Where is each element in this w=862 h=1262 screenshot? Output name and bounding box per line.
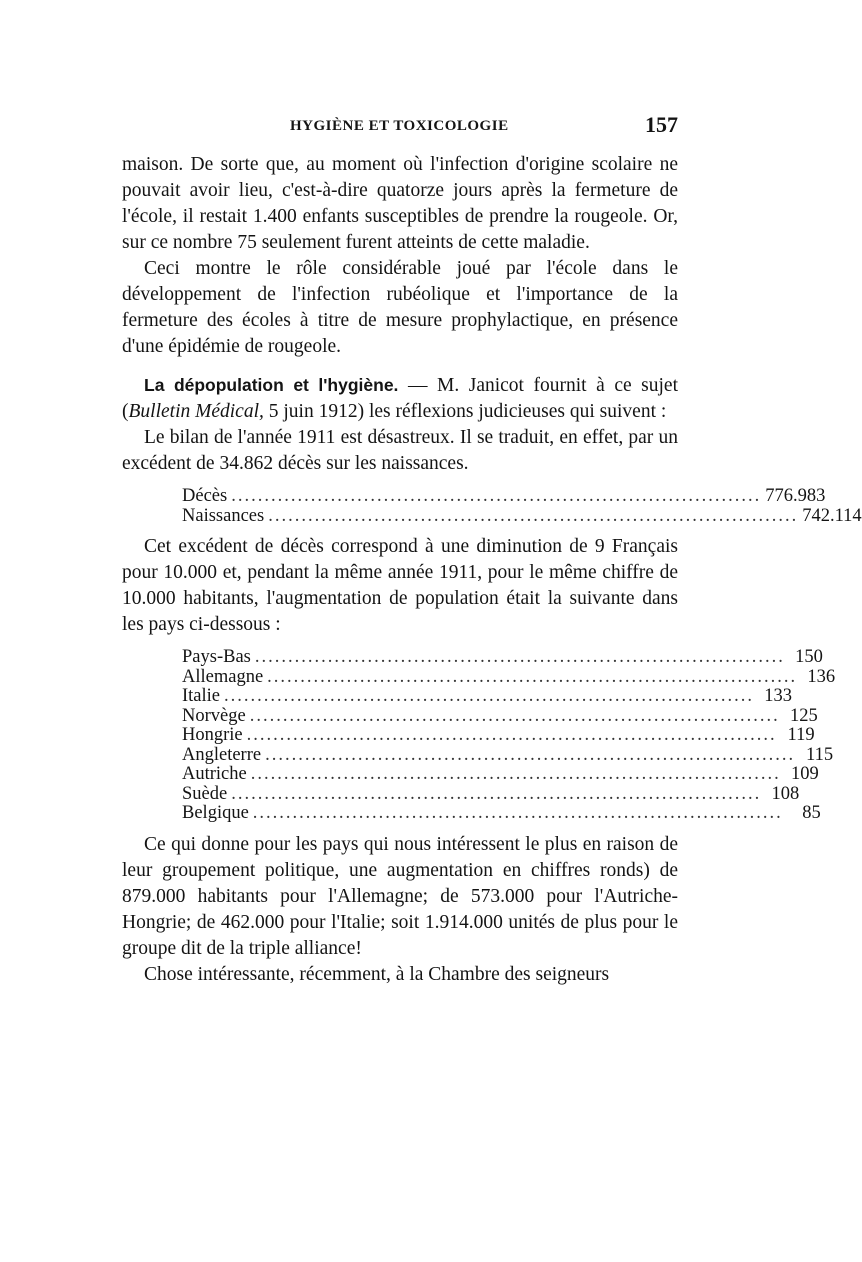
row-value: 85 <box>802 803 821 823</box>
table-row <box>182 705 818 727</box>
row-label: Italie <box>182 686 221 706</box>
row-label: Belgique <box>182 803 249 823</box>
row-value: 125 <box>789 705 818 726</box>
row-label: Angleterre <box>182 744 262 765</box>
table-row <box>182 666 836 688</box>
leader-dots: ................................................................................ <box>265 744 796 765</box>
table-row <box>182 505 862 527</box>
row-label: Allemagne <box>182 666 264 687</box>
paragraph-7: Chose intéressante, récemment, à la Chambre des seigneurs <box>144 963 610 985</box>
table-row <box>182 686 793 707</box>
row-value: 119 <box>787 725 815 745</box>
row-label: Hongrie <box>182 725 243 745</box>
leader-dots: ................................................................................ <box>250 764 781 784</box>
table-countries <box>182 647 836 824</box>
row-label: Suède <box>182 783 228 804</box>
leader-dots: ................................................................................ <box>231 486 762 506</box>
paragraph-1: maison. De sorte que, au moment où l'infection d'origine scolaire ne pouvait avoir lieu, c'est-à-dire quatorze jours après la fermeture de l'école, il restait 1.400 enfants susceptibles de prendre la rougeole. Or, sur ce nombre 75 seulement furent atteints de cette maladie. <box>122 154 678 253</box>
table-row <box>182 725 815 746</box>
leader-dots: ................................................................................ <box>252 803 783 823</box>
row-value: 115 <box>806 744 834 765</box>
row-label: Norvège <box>182 705 246 726</box>
table-row <box>182 803 821 824</box>
table-row <box>182 647 823 668</box>
page-header <box>122 112 678 152</box>
row-value: 150 <box>795 647 823 667</box>
row-label: Naissances <box>182 505 265 526</box>
table-row <box>182 783 800 805</box>
row-value: 136 <box>807 666 836 687</box>
row-value: 776.983 <box>765 486 826 506</box>
paragraph-6: Ce qui donne pour les pays qui nous intéressent le plus en raison de leur groupement politique, une augmentation en chiffres ronds) de 879.000 habitants pour l'Allemagne; de 573.000 pour l'Autriche-Hongrie; de 462.000 pour l'Italie; soit 1.914.000 unités de plus pour le groupe dit de la triple alliance! <box>122 833 678 959</box>
paragraph-5: Cet excédent de décès correspond à une diminution de 9 Français pour 10.000 et, pendant la même année 1911, pour le même chiffre de 10.000 habitants, l'augmentation de population était la suivante dans les pays ci-dessous : <box>122 536 678 635</box>
row-label: Autriche <box>182 764 247 784</box>
row-value: 742.114 <box>802 505 862 526</box>
paragraph-3-lead: — M. Janicot fournit à ce sujet ( <box>122 375 678 422</box>
paragraph-4: Le bilan de l'année 1911 est désastreux. Il se traduit, en effet, par un excédent de 34.862 décès sur les naissances. <box>122 427 678 474</box>
row-label: Pays-Bas <box>182 647 251 667</box>
section-heading: La dépopulation et l'hygiène. <box>144 375 399 395</box>
row-value: 108 <box>771 783 800 804</box>
paragraph-3-rest: 5 juin 1912) les réflexions judicieuses qui suivent : <box>263 401 667 422</box>
row-label: Décès <box>182 486 228 506</box>
table-row <box>182 764 819 785</box>
book-page <box>122 112 862 988</box>
paragraph-3 <box>122 372 678 425</box>
leader-dots: ................................................................................ <box>246 725 777 745</box>
table-row <box>182 486 826 507</box>
leader-dots: ................................................................................ <box>268 505 799 526</box>
leader-dots: ................................................................................ <box>267 666 798 687</box>
table-france <box>182 486 862 526</box>
running-title: HYGIÈNE ET TOXICOLOGIE <box>290 118 509 134</box>
row-value: 133 <box>764 686 793 706</box>
row-value: 109 <box>790 764 819 784</box>
table-row <box>182 744 834 766</box>
leader-dots: ................................................................................ <box>249 705 780 726</box>
paragraph-2: Ceci montre le rôle considérable joué par l'école dans le développement de l'infection rubéolique et l'importance de la fermeture des écoles à titre de mesure prophylactique, en présence d'une épidémie de rougeole. <box>122 258 678 357</box>
page-number: 157 <box>645 112 678 137</box>
leader-dots: ................................................................................ <box>224 686 755 706</box>
leader-dots: ................................................................................ <box>231 783 762 804</box>
journal-title: Bulletin Médical, <box>128 401 264 422</box>
leader-dots: ................................................................................ <box>254 647 785 667</box>
